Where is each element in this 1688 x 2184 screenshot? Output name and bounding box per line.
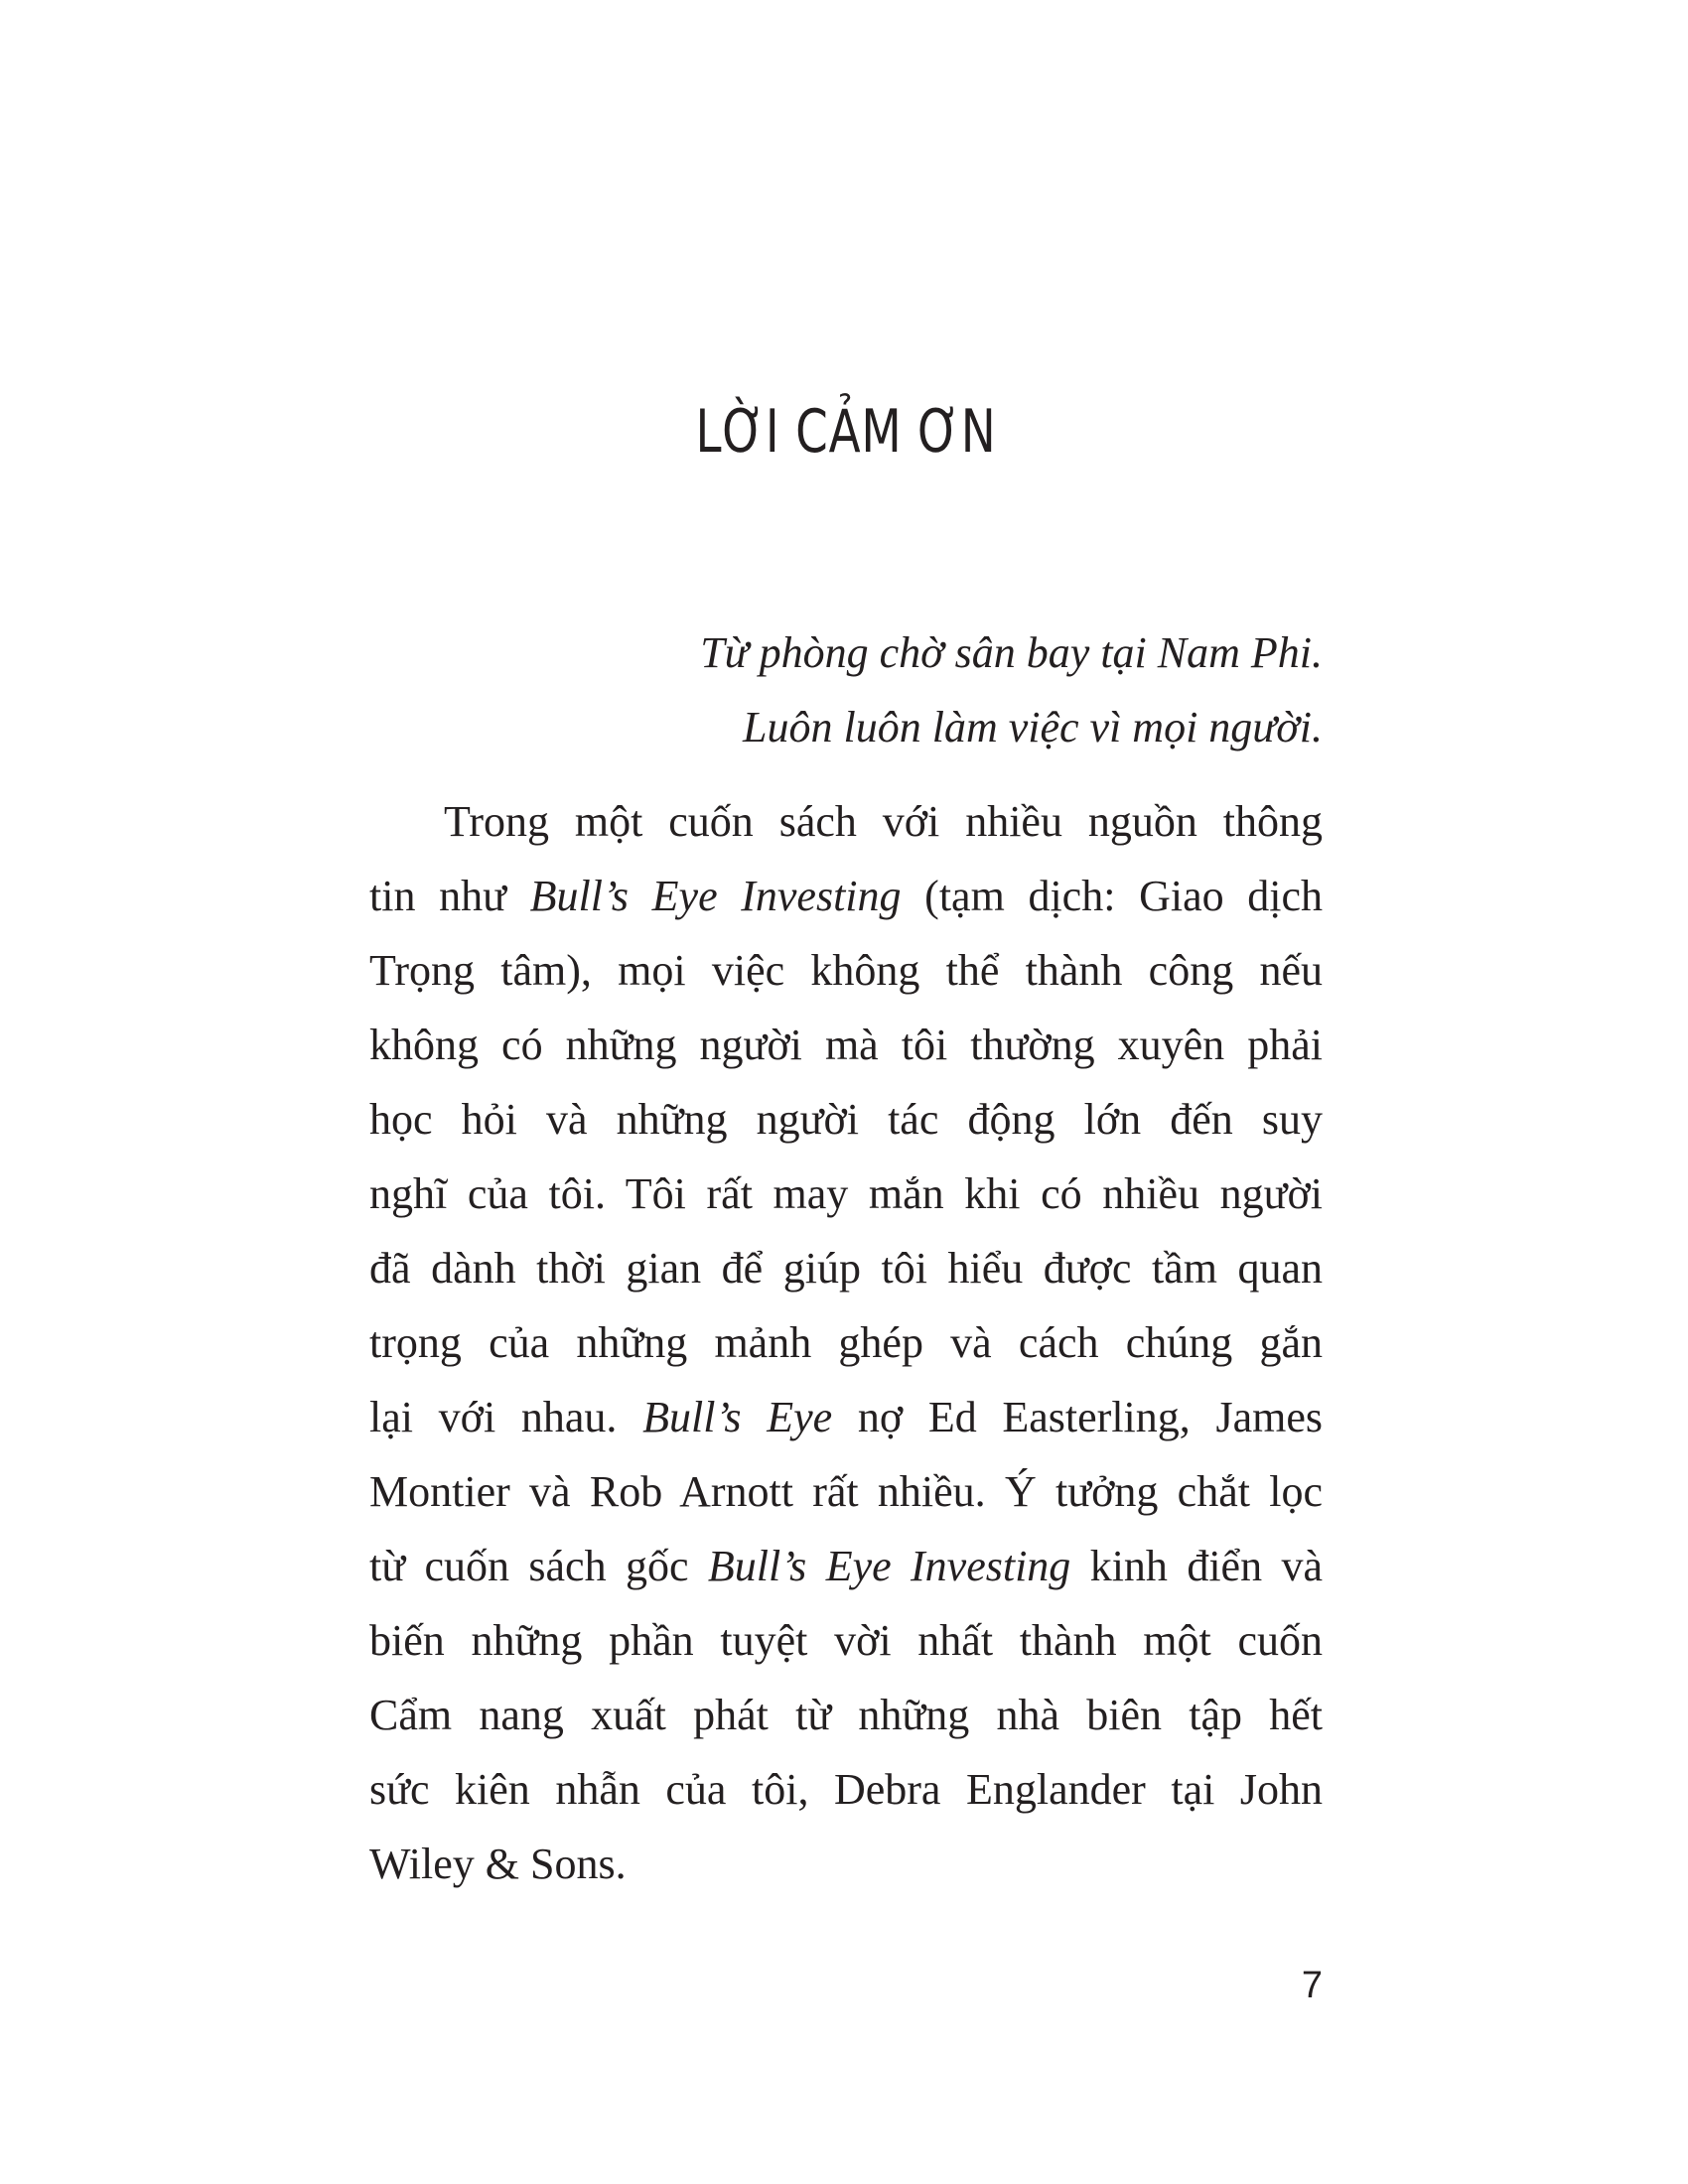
paragraph-line: nghĩ của tôi. Tôi rất may mắn khi có nhiều người xyxy=(369,1169,1323,1218)
paragraph-line: biến những phần tuyệt vời nhất thành một cuốn xyxy=(369,1616,1323,1665)
text-run: từ cuốn sách gốc xyxy=(369,1542,708,1590)
paragraph-line: không có những người mà tôi thường xuyên phải xyxy=(369,1021,1323,1069)
page-number: 7 xyxy=(1301,1965,1323,2006)
text-run: lại với nhau. xyxy=(369,1393,643,1441)
paragraph-line xyxy=(369,859,1323,933)
paragraph-line xyxy=(369,1529,1323,1603)
book-title-italic: Bull’s Eye Investing xyxy=(529,872,902,920)
book-title-italic: Bull’s Eye xyxy=(642,1393,833,1441)
paragraph-line: Trọng tâm), mọi việc không thể thành công nếu xyxy=(369,946,1323,995)
epigraph-line-2: Luôn luôn làm việc vì mọi người. xyxy=(743,703,1323,751)
chapter-heading: LỜI CẢM ƠN xyxy=(695,397,997,467)
paragraph-line: Wiley & Sons. xyxy=(369,1840,627,1888)
paragraph-line: Trong một cuốn sách với nhiều nguồn thông xyxy=(444,797,1323,846)
paragraph-line: Montier và Rob Arnott rất nhiều. Ý tưởng chắt lọc xyxy=(369,1467,1323,1516)
paragraph-line: sức kiên nhẫn của tôi, Debra Englander tại John xyxy=(369,1765,1323,1814)
paragraph-line: học hỏi và những người tác động lớn đến suy xyxy=(369,1095,1323,1144)
paragraph-line: Cẩm nang xuất phát từ những nhà biên tập hết xyxy=(369,1691,1323,1739)
acknowledgement-paragraph xyxy=(369,784,1323,1901)
text-run: (tạm dịch: Giao dịch xyxy=(901,872,1323,920)
paragraph-line: đã dành thời gian để giúp tôi hiểu được tầm quan xyxy=(369,1244,1323,1293)
epigraph xyxy=(369,615,1323,764)
text-run: nợ Ed Easterling, James xyxy=(832,1393,1323,1441)
epigraph-line-1: Từ phòng chờ sân bay tại Nam Phi. xyxy=(700,628,1323,677)
book-title-italic: Bull’s Eye Investing xyxy=(707,1542,1071,1590)
text-run: kinh điển và xyxy=(1070,1542,1323,1590)
paragraph-line: trọng của những mảnh ghép và cách chúng gắn xyxy=(369,1318,1323,1367)
paragraph-line xyxy=(369,1380,1323,1454)
text-run: tin như xyxy=(369,872,530,920)
